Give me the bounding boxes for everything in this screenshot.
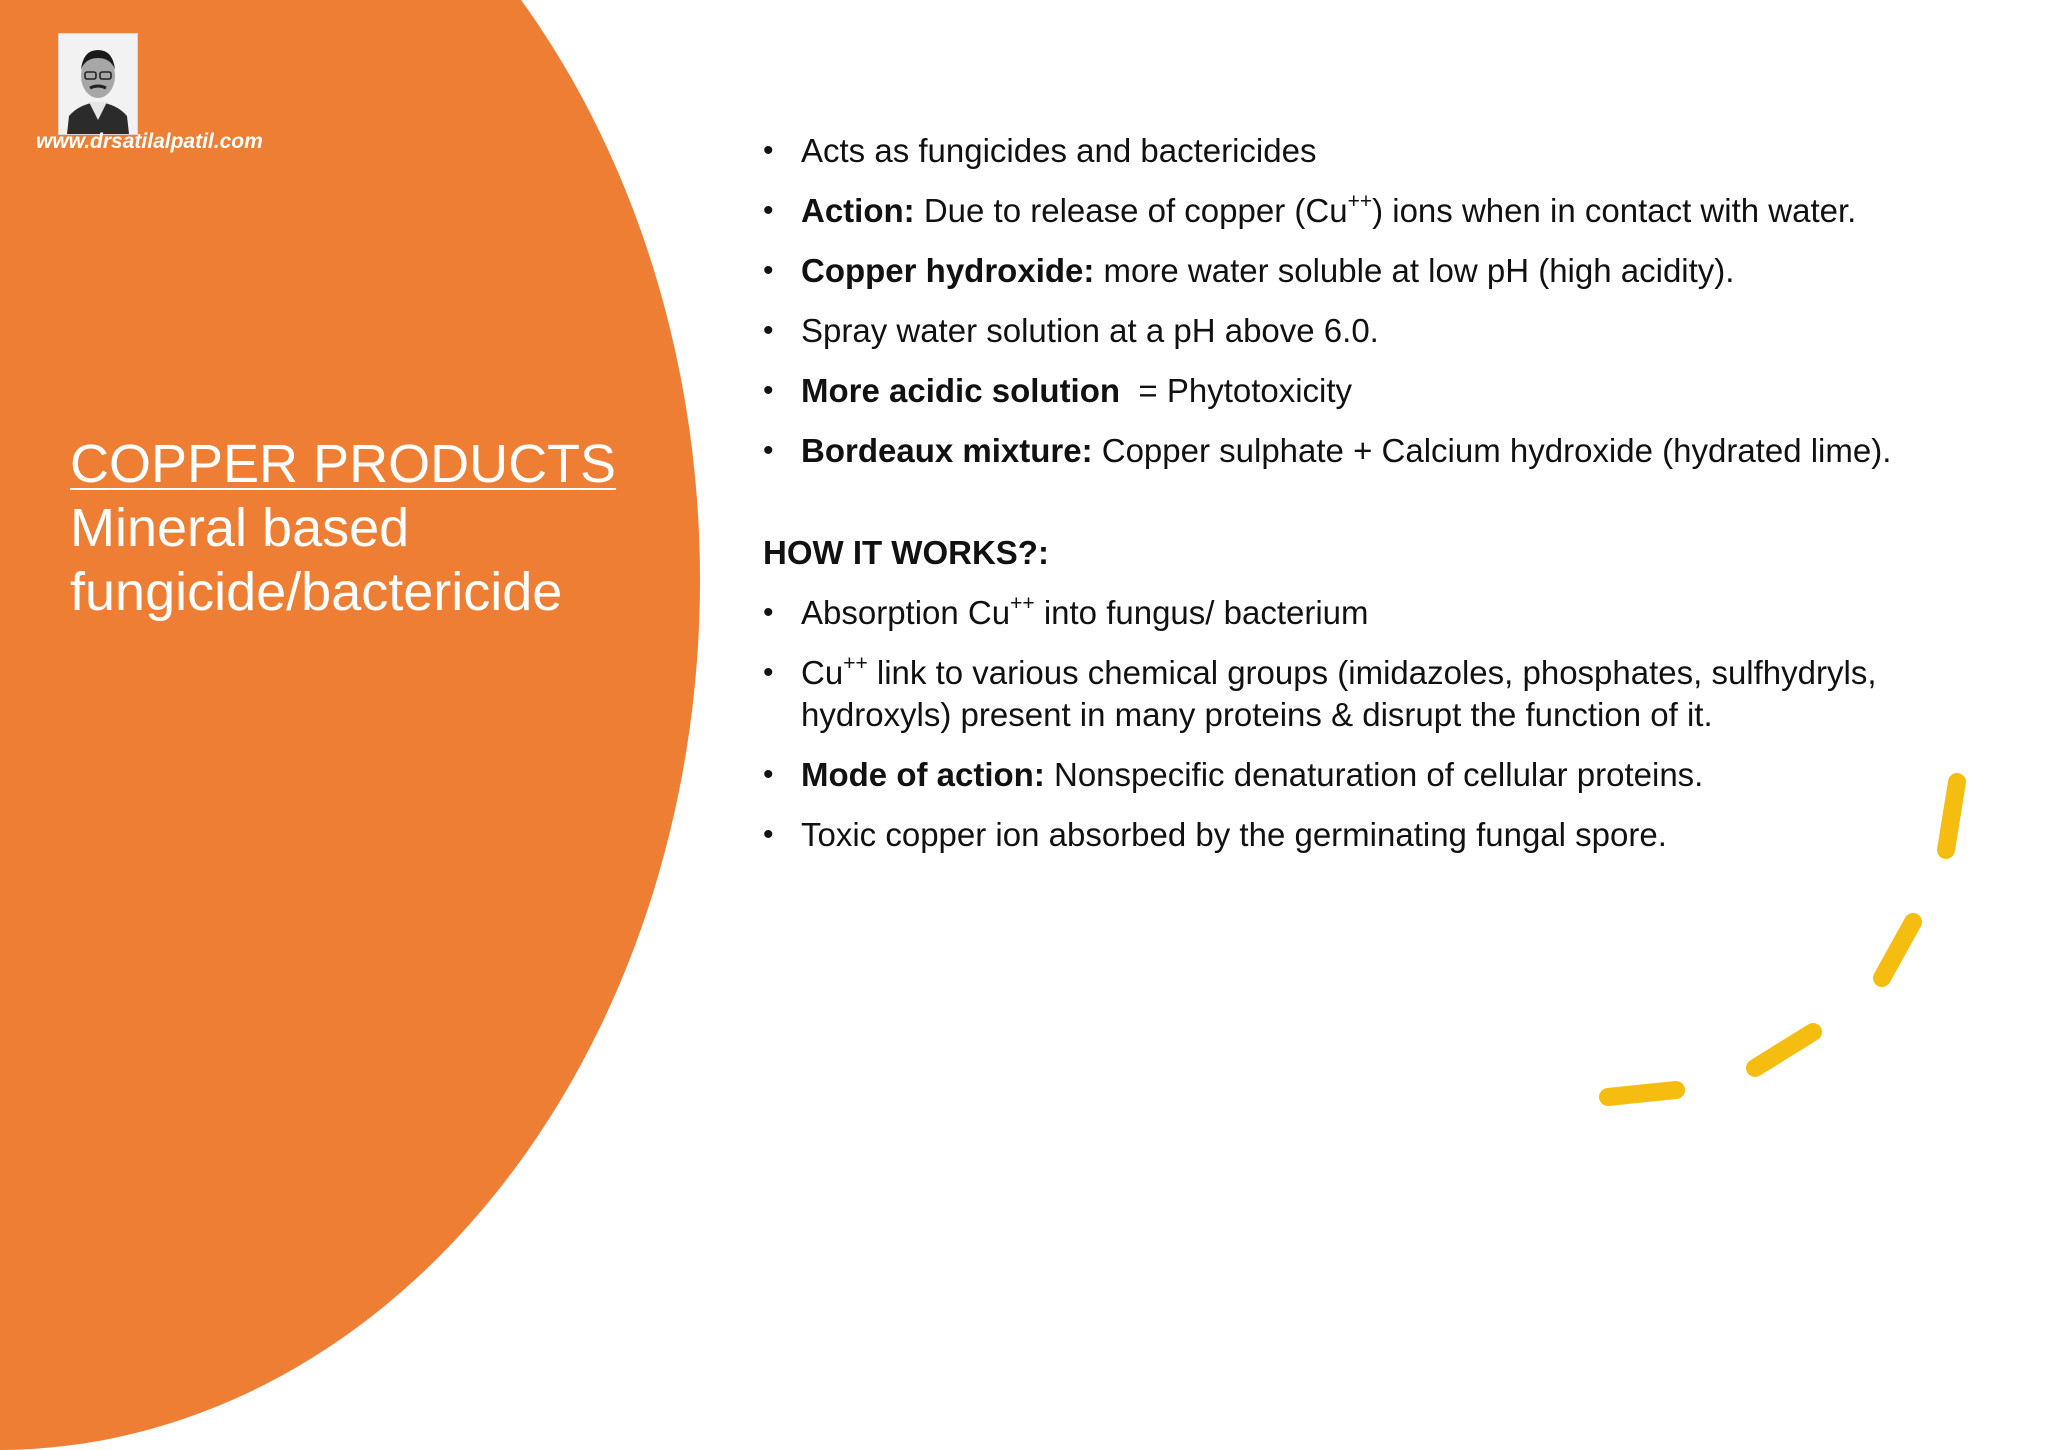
slide-subtitle-line1: Mineral based [70,498,410,558]
decorative-dashed-arc [1560,760,1980,1120]
orange-circle-background [0,0,700,1450]
slide-subtitle-line2: fungicide/bactericide [70,562,563,622]
slide-title-block [70,432,690,624]
list-item: • More acidic solution = Phytotoxicity [763,370,1923,412]
arc-dash [1608,1090,1676,1097]
arc-dash [1946,782,1957,850]
list-item: • Cu++ link to various chemical groups (imidazoles, phosphates, sulfhydryls, hydroxyls) present in many proteins & disrupt the function of it. [763,652,1923,736]
list-item: • Toxic copper ion absorbed by the germinating fungal spore. [763,814,1923,856]
property-bullet-list [763,130,1923,472]
arc-dash [1882,922,1913,978]
list-item: • Bordeaux mixture: Copper sulphate + Calcium hydroxide (hydrated lime). [763,430,1923,472]
how-it-works-heading: HOW IT WORKS?: [763,534,1049,571]
website-url: www.drsatilalpatil.com [36,130,263,153]
arc-dash [1755,1032,1813,1068]
list-item: • Absorption Cu++ into fungus/ bacterium [763,592,1923,634]
list-item: • Action: Due to release of copper (Cu++) ions when in contact with water. [763,190,1923,232]
slide-title: COPPER PRODUCTS [70,434,617,494]
list-item: • Copper hydroxide: more water soluble at low pH (high acidity). [763,250,1923,292]
list-item: • Mode of action: Nonspecific denaturation of cellular proteins. [763,754,1923,796]
list-item: • Spray water solution at a pH above 6.0. [763,310,1923,352]
author-photo [58,33,138,135]
list-item: • Acts as fungicides and bactericides [763,130,1923,172]
